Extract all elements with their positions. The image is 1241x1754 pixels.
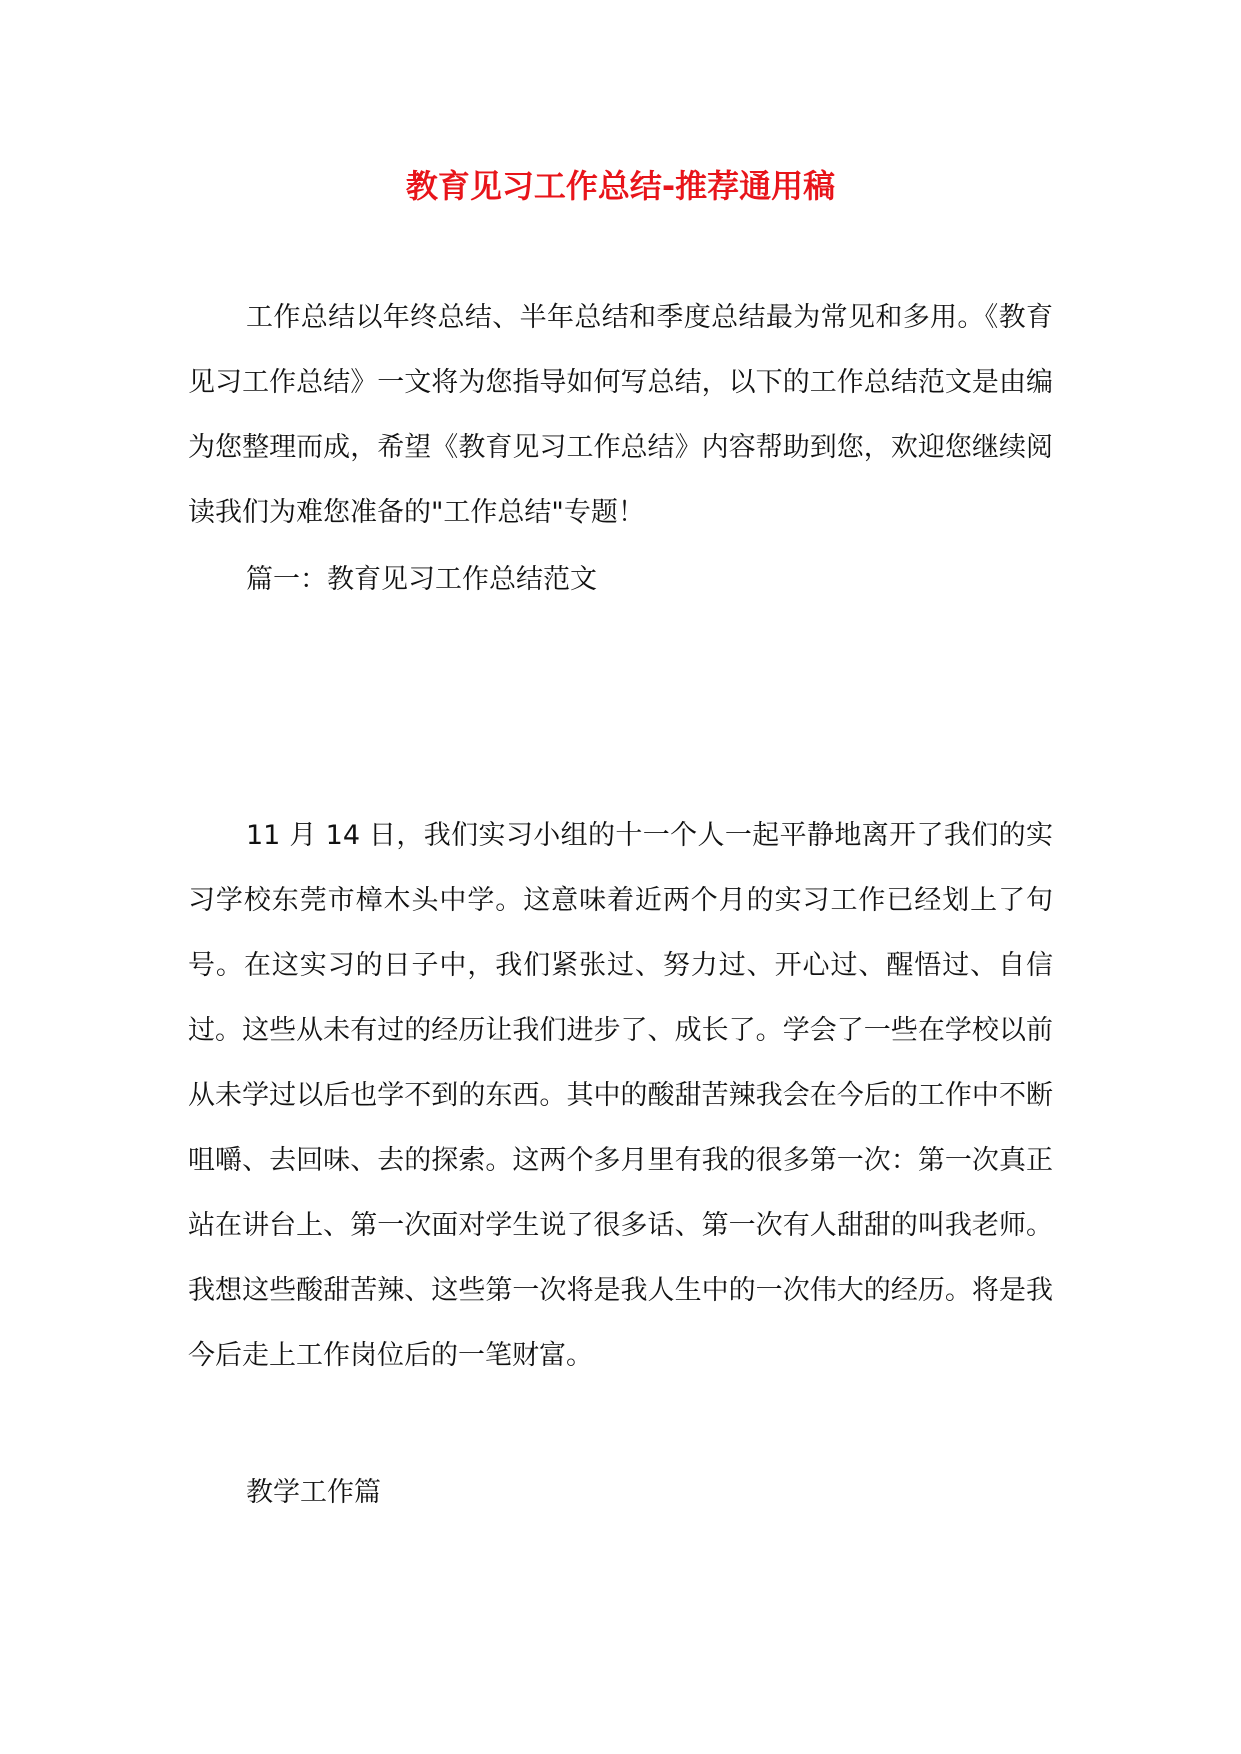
section-two-heading: 教学工作篇 bbox=[246, 1477, 381, 1508]
intro-paragraph: 工作总结以年终总结、半年总结和季度总结最为常见和多用。《教育见习工作总结》一文将为您指导如何写总结，以下的工作总结范文是由编为您整理而成，希望《教育见习工作总结》内容帮助到您，欢迎您继续阅读我们为难您准备的"工作总结"专题！ bbox=[188, 302, 1053, 528]
document-title: 教育见习工作总结-推荐通用稿 bbox=[405, 167, 836, 205]
narrative-paragraph: 11 月 14 日，我们实习小组的十一个人一起平静地离开了我们的实习学校东莞市樟木头中学。这意味着近两个月的实习工作已经划上了句号。在这实习的日子中，我们紧张过、努力过、开心过、醒悟过、自信过。这些从未有过的经历让我们进步了、成长了。学会了一些在学校以前从未学过以后也学不到的东西。其中的酸甜苦辣我会在今后的工作中不断咀嚼、去回味、去的探索。这两个多月里有我的很多第一次：第一次真正站在讲台上、第一次面对学生说了很多话、第一次有人甜甜的叫我老师。我想这些酸甜苦辣、这些第一次将是我人生中的一次伟大的经历。将是我今后走上工作岗位后的一笔财富。 bbox=[188, 820, 1053, 1371]
section-one-heading: 篇一：教育见习工作总结范文 bbox=[246, 564, 597, 595]
